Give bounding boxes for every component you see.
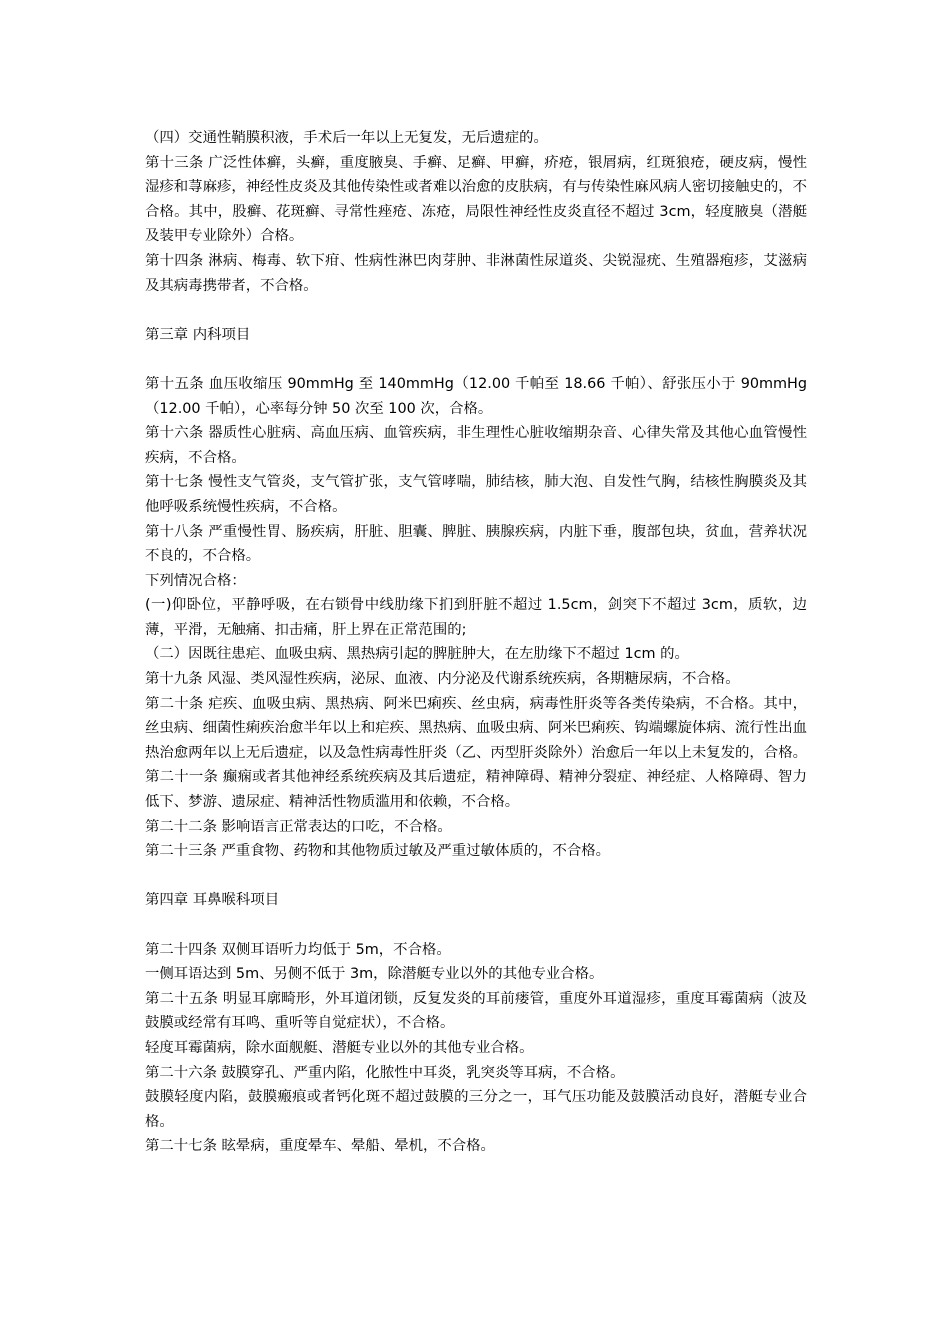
blank-line <box>145 298 807 323</box>
article-14: 第十四条 淋病、梅毒、软下疳、性病性淋巴肉芽肿、非淋菌性尿道炎、尖锐湿疣、生殖器疱疹，艾滋病及其病毒携带者，不合格。 <box>145 252 807 294</box>
article-17: 第十七条 慢性支气管炎，支气管扩张，支气管哮喘，肺结核，肺大泡、自发性气胸，结核性胸膜炎及其他呼吸系统慢性疾病，不合格。 <box>145 474 807 515</box>
article-19: 第十九条 风湿、类风湿性疾病，泌尿、血液、内分泌及代谢系统疾病，各期糖尿病，不合格。 <box>145 671 740 688</box>
chapter-3-heading: 第三章 内科项目 <box>145 326 251 343</box>
chapter-4-heading: 第四章 耳鼻喉科项目 <box>145 892 280 909</box>
article-24-note: 一侧耳语达到 5m、另侧不低于 3m，除潜艇专业以外的其他专业合格。 <box>145 966 604 983</box>
article-25: 第二十五条 明显耳廓畸形，外耳道闭锁，反复发炎的耳前瘘管，重度外耳道湿疹，重度耳霉菌病（波及鼓膜或经常有耳鸣、重听等自觉症状），不合格。 <box>145 990 807 1032</box>
paragraph-hydrocele: （四）交通性鞘膜积液，手术后一年以上无复发，无后遗症的。 <box>145 130 548 146</box>
article-27: 第二十七条 眩晕病，重度晕车、晕船、晕机，不合格。 <box>145 1138 495 1155</box>
article-21: 第二十一条 癫痫或者其他神经系统疾病及其后遗症，精神障碍、精神分裂症、神经症、人格障碍、智力低下、梦游、遗尿症、精神活性物质滥用和依赖，不合格。 <box>145 769 807 811</box>
blank-line <box>145 913 807 938</box>
article-22: 第二十二条 影响语言正常表达的口吃，不合格。 <box>145 818 452 835</box>
article-16: 第十六条 器质性心脏病、高血压病、血管疾病，非生理性心脏收缩期杂音、心律失常及其他心血管慢性疾病，不合格。 <box>145 425 807 466</box>
blank-line <box>145 864 807 889</box>
qualifying-condition-2: （二）因既往患疟、血吸虫病、黑热病引起的脾脏肿大，在左肋缘下不超过 1cm 的。 <box>145 646 689 663</box>
article-23: 第二十三条 严重食物、药物和其他物质过敏及严重过敏体质的，不合格。 <box>145 843 611 860</box>
article-24: 第二十四条 双侧耳语听力均低于 5m，不合格。 <box>145 941 451 958</box>
article-13: 第十三条 广泛性体癣，头癣，重度腋臭、手癣、足癣、甲癣，疥疮，银屑病，红斑狼疮，硬皮病，慢性湿疹和荨麻疹，神经性皮炎及其他传染性或者难以治愈的皮肤病，有与传染性麻风病人密切接触史的，不合格。其中，股癣、花斑癣、寻常性痤疮、冻疮，局限性神经性皮炎直径不超过 3cm，轻度腋臭（潜艇及装甲专业除外）合格。 <box>145 154 807 245</box>
qualifying-condition-1: (一)仰卧位，平静呼吸，在右锁骨中线肋缘下扪到肝脏不超过 1.5cm，剑突下不超过 3cm，质软，边薄，平滑，无触痛、扣击痛，肝上界在正常范围的; <box>145 597 807 638</box>
blank-line <box>145 347 807 372</box>
article-20: 第二十条 疟疾、血吸虫病、黑热病、阿米巴痢疾、丝虫病，病毒性肝炎等各类传染病，不合格。其中，丝虫病、细菌性痢疾治愈半年以上和疟疾、黑热病、血吸虫病、阿米巴痢疾、钩端螺旋体病、流行性出血热治愈两年以上无后遗症，以及急性病毒性肝炎（乙、丙型肝炎除外）治愈后一年以上未复发的，合格。 <box>145 695 807 761</box>
article-18: 第十八条 严重慢性胃、肠疾病，肝脏、胆囊、脾脏、胰腺疾病，内脏下垂，腹部包块，贫血，营养状况不良的，不合格。 <box>145 523 807 565</box>
article-15: 第十五条 血压收缩压 90mmHg 至 140mmHg（12.00 千帕至 18.66 千帕）、舒张压小于 90mmHg（12.00 千帕），心率每分钟 50 次至 100 次，合格。 <box>145 375 807 417</box>
article-26: 第二十六条 鼓膜穿孔、严重内陷，化脓性中耳炎，乳突炎等耳病，不合格。 <box>145 1064 625 1081</box>
qualifying-conditions-intro: 下列情况合格： <box>145 572 246 589</box>
article-25-note: 轻度耳霉菌病，除水面舰艇、潜艇专业以外的其他专业合格。 <box>145 1039 534 1056</box>
article-26-note: 鼓膜轻度内陷，鼓膜瘢痕或者钙化斑不超过鼓膜的三分之一，耳气压功能及鼓膜活动良好，潜艇专业合格。 <box>145 1089 807 1130</box>
document-body <box>145 126 807 1159</box>
